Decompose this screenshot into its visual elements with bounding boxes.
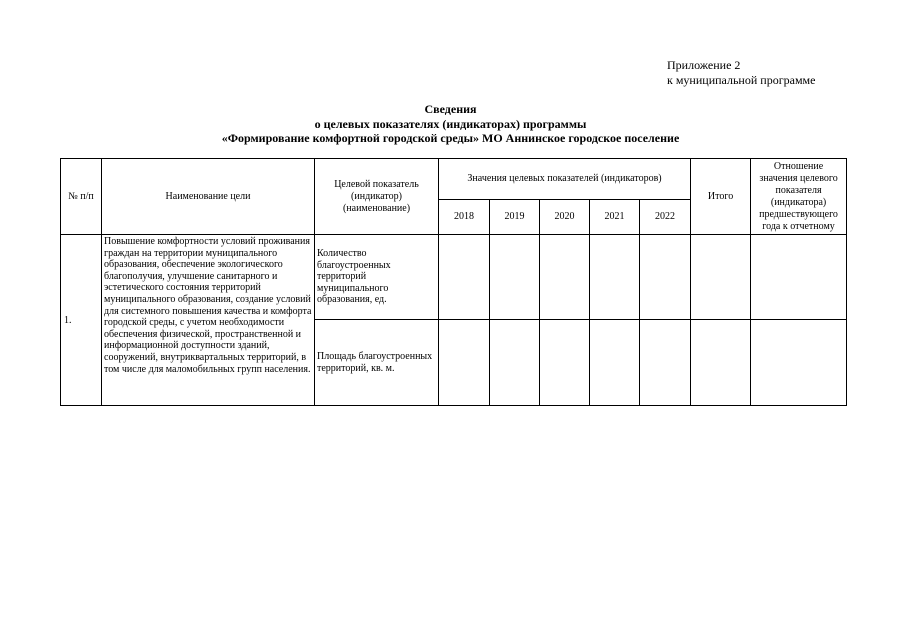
total-cell <box>691 320 751 406</box>
ratio-cell <box>751 235 847 320</box>
value-cell <box>590 320 640 406</box>
header-year-2022: 2022 <box>640 200 691 235</box>
header-year-2020: 2020 <box>540 200 590 235</box>
value-cell <box>490 235 540 320</box>
value-cell <box>590 235 640 320</box>
row-number: 1. <box>61 235 102 406</box>
value-cell <box>640 235 691 320</box>
total-cell <box>691 235 751 320</box>
header-num: № п/п <box>61 159 102 235</box>
indicators-table <box>60 158 847 406</box>
value-cell <box>439 320 490 406</box>
appendix-note <box>667 58 815 88</box>
goal-cell: Повышение комфортности условий проживания граждан на территории муниципального образования, обеспечение экологического благополучия, улучшение санитарного и эстетического состояния территорий муниципального образования, создание условий для системного повышения качества и комфорта городской среды, с учетом необходимости обеспечения физической, пространственной и информационной доступности зданий, сооружений, внутриквартальных территорий, в том числе для маломобильных групп населения. <box>102 235 315 406</box>
value-cell <box>490 320 540 406</box>
title-line-3: «Формирование комфортной городской среды» МО Аннинское городское поселение <box>221 131 680 145</box>
header-row-1 <box>61 159 847 200</box>
appendix-line-1: Приложение 2 <box>667 58 741 72</box>
header-ratio: Отношение значения целевого показателя (индикатора) предшествующего года к отчетному <box>751 159 847 235</box>
indicator-cell-1: Количество благоустроенных территорий муниципального образования, ед. <box>315 235 439 320</box>
title-line-1: Сведения <box>424 102 477 116</box>
appendix-line-2: к муниципальной программе <box>667 73 816 87</box>
ratio-cell <box>751 320 847 406</box>
header-indicator: Целевой показатель (индикатор) (наименование) <box>315 159 439 235</box>
document-title <box>0 102 901 146</box>
value-cell <box>540 235 590 320</box>
header-year-2018: 2018 <box>439 200 490 235</box>
header-total: Итого <box>691 159 751 235</box>
indicator-cell-2: Площадь благоустроенных территорий, кв. м. <box>315 320 439 406</box>
header-goal: Наименование цели <box>102 159 315 235</box>
table-row <box>61 235 847 320</box>
title-line-2: о целевых показателях (индикаторах) программы <box>314 116 587 131</box>
value-cell <box>540 320 590 406</box>
header-values-group: Значения целевых показателей (индикаторов) <box>439 159 691 200</box>
value-cell <box>640 320 691 406</box>
header-year-2021: 2021 <box>590 200 640 235</box>
header-year-2019: 2019 <box>490 200 540 235</box>
value-cell <box>439 235 490 320</box>
